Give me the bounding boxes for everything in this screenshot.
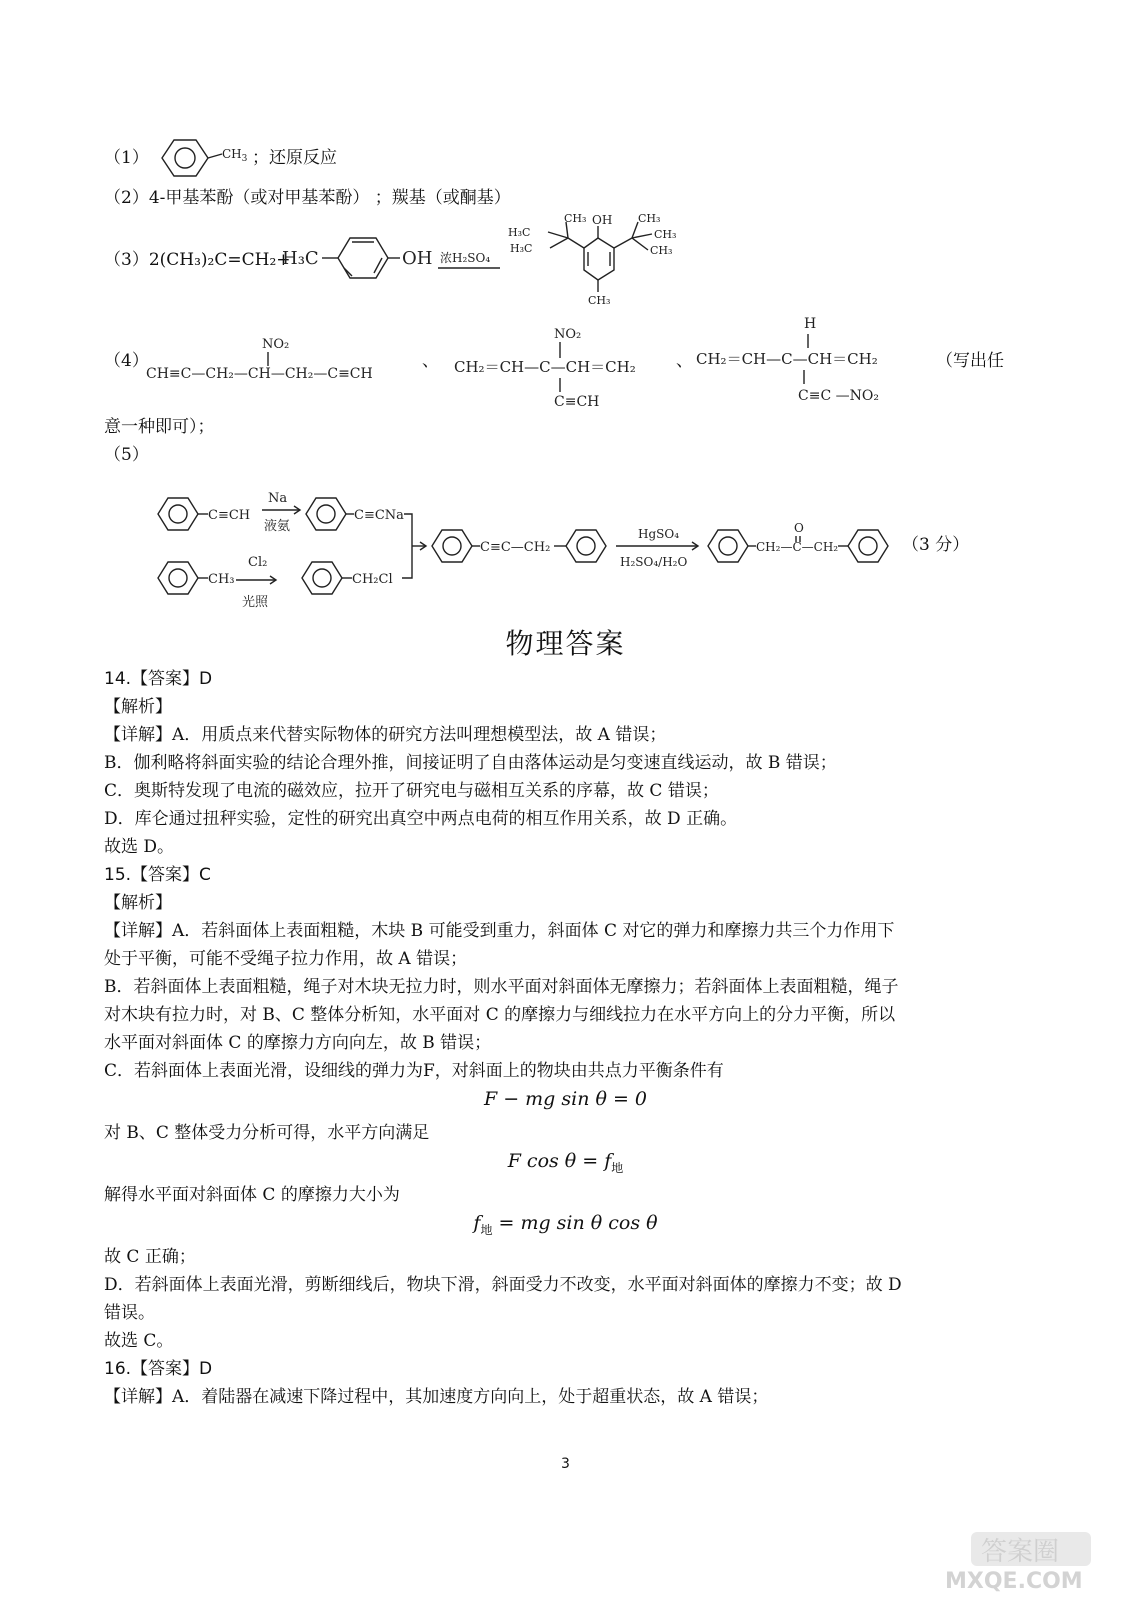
q4-separator-1: 、 (422, 351, 439, 371)
physics-title: 物理答案 (505, 627, 626, 660)
q4-structure-3 (692, 312, 922, 412)
physics-line: 【详解】A．若斜面体上表面粗糙，木块 B 可能受到重力，斜面体 C 对它的弹力和摩擦力共三个力作用下 (104, 921, 895, 941)
physics-line: 【解析】 (104, 697, 172, 717)
equation-3-f: f (473, 1212, 481, 1234)
svg-text:CH3: $CH_3$ (222, 147, 248, 164)
svg-text:Cl₂: Cl₂ (248, 555, 268, 570)
svg-text:OH: OH (402, 248, 433, 269)
physics-line: 15.【答案】C (104, 865, 211, 885)
svg-text:CH₂＝CH—C—CH＝CH₂: CH₂＝CH—C—CH＝CH₂ (454, 358, 636, 376)
physics-line: 对木块有拉力时，对 B、C 整体分析知，水平面对 C 的摩擦力与细线拉力在水平方向上的分力平衡，所以 (104, 1005, 896, 1025)
q5-synthesis-scheme (150, 480, 950, 620)
physics-line: 【详解】A．着陆器在减速下降过程中，其加速度方向向上，处于超重状态，故 A 错误； (104, 1387, 769, 1407)
q3-number: （3） (104, 250, 149, 270)
svg-text:C≡C —NO₂: C≡C —NO₂ (798, 388, 879, 404)
physics-line: 错误。 (104, 1303, 155, 1323)
q1-answer: ；还原反应 (252, 148, 337, 168)
physics-line: B．若斜面体上表面粗糙，绳子对木块无拉力时，则水平面对斜面体无摩擦力；若斜面体上表面粗糙，绳子 (104, 977, 899, 997)
equation-2 (0, 1150, 1131, 1176)
equation-3 (0, 1212, 1131, 1238)
svg-text:HgSO₄: HgSO₄ (638, 527, 680, 541)
q3-reagent-cresol (282, 228, 507, 288)
q5-score: （3 分） (902, 535, 970, 555)
physics-line: 【详解】A．用质点来代替实际物体的研究方法叫理想模型法，故 A 错误； (104, 725, 667, 745)
physics-line: 故 C 正确； (104, 1247, 196, 1267)
q4-number: （4） (104, 351, 149, 371)
equation-2-main: F cos θ = f (507, 1150, 612, 1172)
svg-text:H₂SO₄/H₂O: H₂SO₄/H₂O (620, 555, 688, 569)
svg-text:OH: OH (592, 213, 613, 227)
physics-line: 【解析】 (104, 893, 172, 913)
svg-text:O: O (794, 521, 804, 535)
svg-text:CH₂Cl: CH₂Cl (352, 572, 393, 587)
physics-line: 故选 C。 (104, 1331, 174, 1351)
svg-text:CH₃: CH₃ (638, 212, 661, 225)
physics-line: 16.【答案】D (104, 1359, 213, 1379)
physics-line: C．若斜面体上表面光滑，设细线的弹力为F，对斜面上的物块由共点力平衡条件有 (104, 1061, 724, 1081)
physics-line: D．库仑通过扭秤实验，定性的研究出真空中两点电荷的相互作用关系，故 D 正确。 (104, 809, 738, 829)
q4-note-cont: 意一种即可）； (104, 417, 215, 437)
q1-number: （1） (104, 148, 149, 168)
physics-line: B．伽利略将斜面实验的结论合理外推，间接证明了自由落体运动是匀变速直线运动，故 B 错误； (104, 753, 837, 773)
chem-q2: （2）4-甲基苯酚（或对甲基苯酚） ；羰基（或酮基） (104, 188, 511, 208)
svg-text:CH₃: CH₃ (564, 212, 587, 225)
svg-text:C≡CH: C≡CH (554, 394, 600, 410)
svg-text:CH₂＝CH—C—CH＝CH₂: CH₂＝CH—C—CH＝CH₂ (696, 350, 878, 368)
svg-text:NO₂: NO₂ (262, 337, 290, 352)
svg-text:液氨: 液氨 (264, 519, 291, 534)
q3-product-bht (508, 208, 708, 308)
equation-3-rhs: = mg sin θ cos θ (492, 1212, 658, 1234)
svg-text:浓H₂SO₄: 浓H₂SO₄ (440, 251, 491, 265)
svg-text:CH₃: CH₃ (650, 244, 673, 257)
svg-text:Na: Na (268, 491, 288, 506)
svg-text:C≡CNa: C≡CNa (354, 508, 404, 523)
equation-2-sub: 地 (611, 1160, 624, 1175)
physics-line: 14.【答案】D (104, 669, 213, 689)
svg-text:CH₃: CH₃ (654, 228, 677, 241)
toluene-structure (150, 134, 250, 182)
watermark-logo (941, 1528, 1111, 1594)
physics-line: C．奥斯特发现了电流的磁效应，拉开了研究电与磁相互关系的序幕，故 C 错误； (104, 781, 719, 801)
q5-number: （5） (104, 445, 149, 465)
physics-line: 水平面对斜面体 C 的摩擦力方向向左，故 B 错误； (104, 1033, 492, 1053)
svg-text:H₃C: H₃C (282, 248, 319, 269)
equation-3-sub: 地 (480, 1222, 493, 1237)
svg-text:H₃C: H₃C (510, 242, 533, 255)
svg-text:H₃C: H₃C (508, 226, 531, 239)
q4-separator-2: 、 (676, 351, 693, 371)
svg-text:CH≡C—CH₂—CH—CH₂—C≡CH: CH≡C—CH₂—CH—CH₂—C≡CH (146, 366, 373, 382)
svg-text:CH₃: CH₃ (208, 572, 235, 587)
chem-q1 (104, 147, 149, 169)
q4-note: （写出任 (936, 351, 1004, 371)
svg-text:MXQE.COM: MXQE.COM (945, 1569, 1083, 1594)
physics-line: D．若斜面体上表面光滑，剪断细线后，物块下滑，斜面受力不改变，水平面对斜面体的摩擦力不变；故 D (104, 1275, 902, 1295)
svg-text:NO₂: NO₂ (554, 327, 582, 342)
svg-text:C≡C—CH₂: C≡C—CH₂ (480, 540, 551, 555)
svg-text:H: H (804, 316, 817, 332)
svg-text:答案圈: 答案圈 (981, 1537, 1060, 1567)
equation-1: F − mg sin θ = 0 (483, 1088, 648, 1110)
q4-structure-1 (142, 332, 422, 388)
physics-line: 处于平衡，可能不受绳子拉力作用，故 A 错误； (104, 949, 468, 969)
physics-line: 对 B、C 整体受力分析可得，水平方向满足 (104, 1123, 430, 1143)
q3-isobutene: 2(CH₃)₂C=CH₂+ (148, 250, 291, 270)
page-number: 3 (561, 1456, 570, 1472)
svg-text:C≡CH: C≡CH (208, 508, 251, 523)
physics-line: 故选 D。 (104, 837, 175, 857)
chem-q3-lhs (104, 249, 291, 271)
svg-text:CH₃: CH₃ (588, 294, 611, 307)
physics-line: 解得水平面对斜面体 C 的摩擦力大小为 (104, 1185, 400, 1205)
q4-structure-2 (450, 322, 680, 412)
svg-text:CH₂—C—CH₂: CH₂—C—CH₂ (756, 540, 839, 554)
svg-text:光照: 光照 (242, 595, 269, 610)
